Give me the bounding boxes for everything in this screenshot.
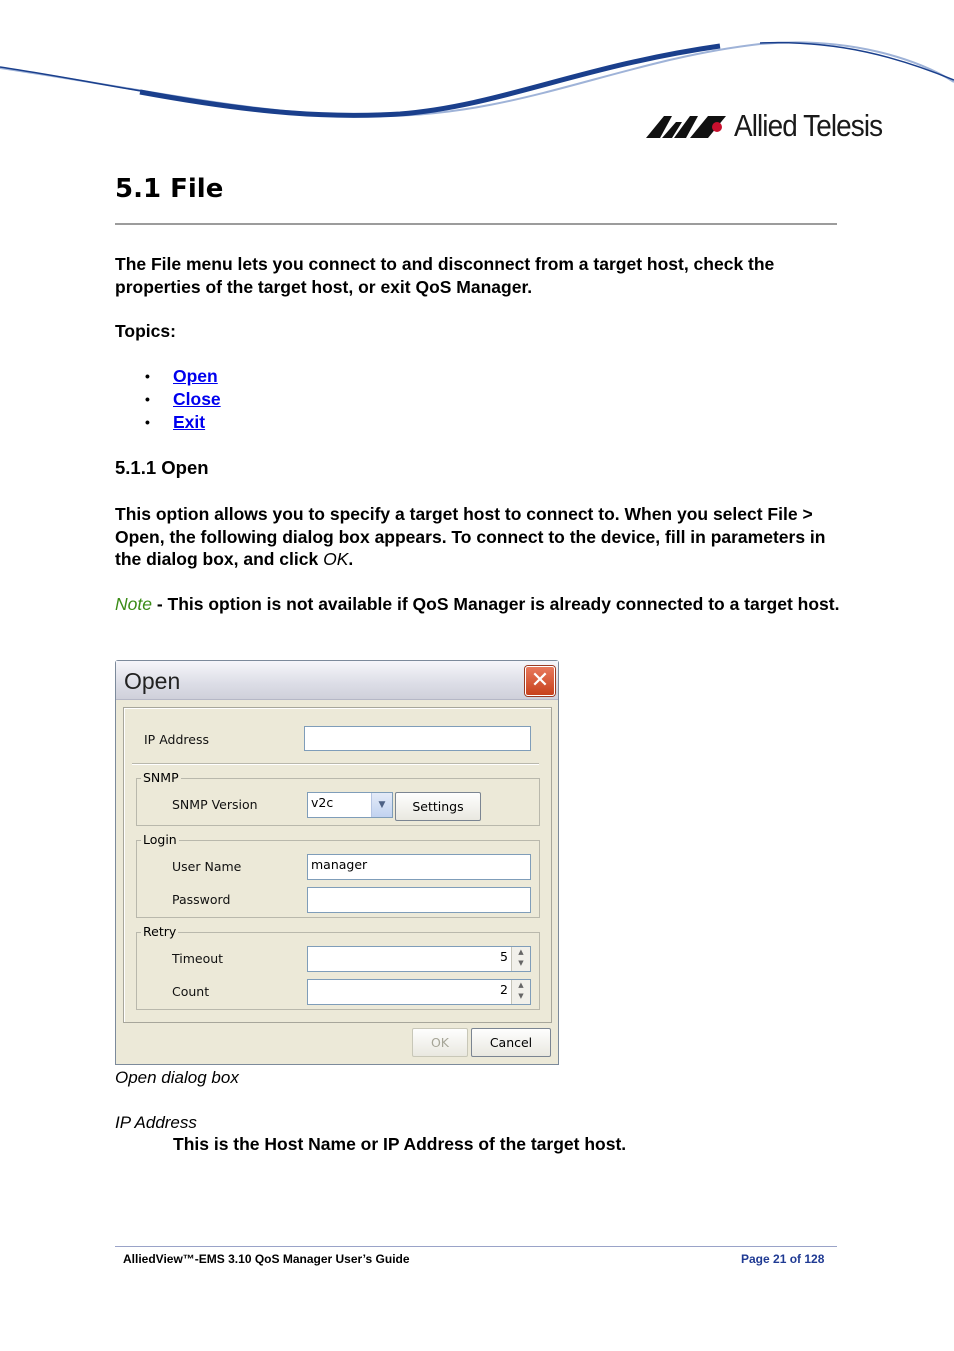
topic-link-open[interactable]: Open [173,366,218,386]
page-title: 5.1 File [115,174,224,204]
allied-telesis-logo [646,108,899,144]
definition-text: This is the Host Name or IP Address of the target host. [173,1134,627,1154]
retry-group-label: Retry [143,924,177,939]
password-label: Password [172,892,231,907]
snmp-version-select[interactable]: v2c ▼ [307,792,393,818]
timeout-label: Timeout [172,951,224,966]
login-group [136,832,540,918]
open-dialog [115,660,559,1065]
snmp-group-label: SNMP [143,770,179,785]
login-group-label: Login [143,832,177,847]
list-item: • Open [145,366,218,386]
footer-title: AlliedView™-EMS 3.10 QoS Manager User’s Guide [123,1252,410,1266]
dialog-title: Open [124,668,181,694]
username-label: User Name [172,859,242,874]
ip-address-label: IP Address [144,732,209,747]
count-spinner[interactable]: 2 ▲ ▼ [307,979,531,1005]
topic-link-close[interactable]: Close [173,389,221,409]
dialog-panel [123,707,552,1023]
intro-paragraph: The File menu lets you connect to and disconnect from a target host, check the properties of the target host, or exit QoS Manager. [115,254,775,297]
snmp-group [136,770,540,826]
title-divider [115,223,837,225]
ip-address-input[interactable] [304,726,531,751]
count-label: Count [172,984,210,999]
retry-group [136,924,540,1010]
password-input[interactable] [307,887,531,913]
settings-button[interactable]: Settings [395,792,481,821]
topics-list [145,365,221,434]
cancel-button[interactable]: Cancel [471,1028,551,1057]
timeout-spinner[interactable]: 5 ▲ ▼ [307,946,531,972]
note-paragraph: Note - This option is not available if QoS Manager is already connected to a target host. [115,594,840,614]
topic-link-exit[interactable]: Exit [173,412,206,432]
definition-term: IP Address [115,1113,197,1132]
logo-mark-icon [646,112,726,140]
close-icon[interactable]: ✕ [525,666,555,696]
username-input[interactable]: manager [307,854,531,880]
footer-divider [115,1246,837,1247]
ok-button[interactable]: OK [412,1028,468,1057]
figure-caption: Open dialog box [115,1068,239,1087]
open-description: This option allows you to specify a target host to connect to. When you select File > Open, the following dialog box appears. To connect to the device, fill in parameters in the dialog box, and click OK. [115,504,826,569]
subsection-title: 5.1.1 Open [115,457,209,478]
list-item: • Exit [145,412,206,432]
spinner-arrows-icon[interactable]: ▲ ▼ [511,947,530,971]
page-number: Page 21 of 128 [741,1252,825,1266]
snmp-version-label: SNMP Version [172,797,258,812]
logo-text: Allied Telesis [734,108,883,143]
topics-label: Topics: [115,321,176,341]
dialog-titlebar [116,661,558,700]
note-label: Note [115,594,152,614]
separator [132,763,539,765]
spinner-arrows-icon[interactable]: ▲ ▼ [511,980,530,1004]
list-item: • Close [145,389,221,409]
chevron-down-icon[interactable]: ▼ [371,793,392,817]
